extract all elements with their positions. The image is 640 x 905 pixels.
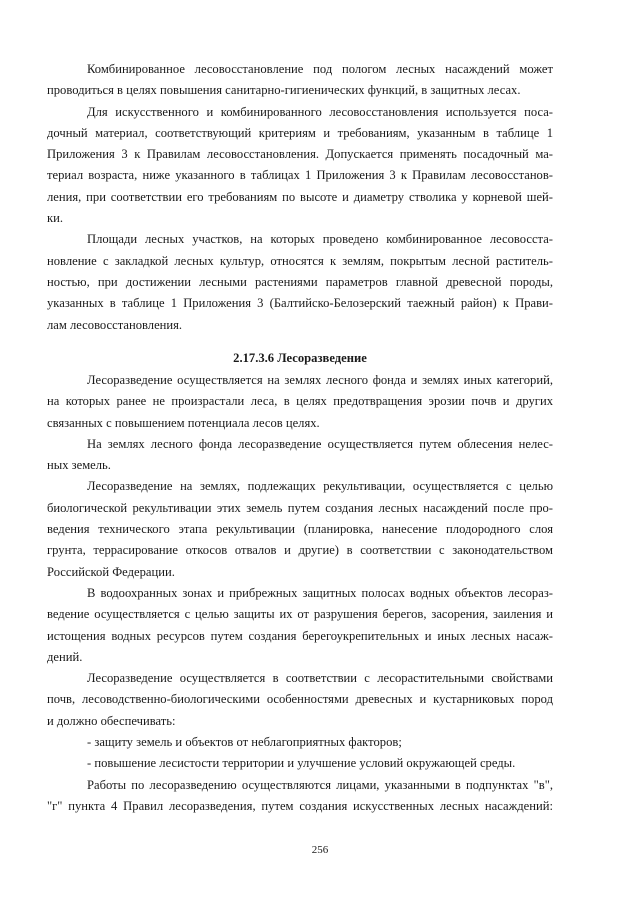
text-line: дений. (47, 649, 83, 664)
text-line: Российской Федерации. (47, 564, 175, 579)
text-line: ведения технического этапа рекультивации (планировка, нанесение плодородного слоя (47, 522, 553, 537)
text-line: биологической рекультивации этих земель путем создания лесных насаждений после про- (47, 500, 553, 515)
text-line: новление с закладкой лесных культур, относятся к землям, покрытым лесной раститель- (47, 253, 553, 268)
paragraph-combined-reforestation (47, 59, 553, 102)
section-heading: 2.17.3.6 Лесоразведение (233, 351, 367, 365)
paragraph-water-protection-zones (47, 583, 553, 668)
text-line: и должно обеспечивать: (47, 713, 176, 728)
paragraph-recultivation (47, 476, 553, 582)
paragraph-forest-fund-lands (47, 434, 553, 477)
text-line: На землях лесного фонда лесоразведение осуществляется путем облесения нелес- (87, 436, 553, 451)
paragraph-forest-plots (47, 229, 553, 335)
text-line: Приложения 3 к Правилам лесовосстановления. Допускается применять посадочный ма- (47, 147, 553, 162)
text-line: - повышение лесистости территории и улучшение условий окружающей среды. (87, 756, 516, 771)
text-block-top (47, 59, 553, 336)
text-line: - защиту земель и объектов от неблагоприятных факторов; (87, 735, 402, 750)
text-line: териал возраста, ниже указанного в таблицах 1 Приложения 3 к Правилам лесовосстанов- (47, 168, 553, 183)
text-line: Для искусственного и комбинированного лесовосстановления используется поса- (87, 104, 553, 119)
text-line: Лесоразведение осуществляется в соответствии с лесорастительными свойствами (87, 671, 553, 686)
text-line: дочный материал, соответствующий критериям и требованиям, указанным в таблице 1 (47, 125, 553, 140)
text-line: Площади лесных участков, на которых проведено комбинированное лесовосста- (87, 232, 553, 247)
text-block-bottom (47, 370, 553, 817)
text-line: "г" пункта 4 Правил лесоразведения, путем создания искусственных лесных насаждений: (47, 798, 553, 813)
text-line: Работы по лесоразведению осуществляются лицами, указанными в подпунктах "в", (87, 777, 553, 792)
paragraph-soil-properties (47, 668, 553, 732)
text-line: истощения водных ресурсов путем создания берегоукрепительных и иных лесных насаж- (47, 628, 553, 643)
text-line: проводиться в целях повышения санитарно-гигиенических функций, в защитных лесах. (47, 83, 521, 98)
text-line: ностью, при достижении лесными растениями параметров главной древесной породы, (47, 274, 553, 289)
text-line: Комбинированное лесовосстановление под пологом лесных насаждений может (87, 62, 553, 76)
page-number: 256 (311, 844, 329, 856)
paragraph-afforestation-lands (47, 370, 553, 434)
text-line: почв, лесоводственно-биологическими особенностями древесных и кустарниковых пород (47, 692, 553, 707)
text-line: ления, при соответствии его требованиям по высоте и диаметру стволика у корневой шей- (47, 189, 553, 204)
text-line: грунта, террасирование откосов отвалов и другие) в соответствии с законодательством (47, 543, 553, 558)
text-line: В водоохранных зонах и прибрежных защитных полосах водных объектов лесораз- (87, 585, 553, 600)
text-line: указанных в таблице 1 Приложения 3 (Балтийско-Белозерский таежный район) к Прави- (47, 296, 553, 311)
text-line: ных земель. (47, 458, 111, 473)
paragraph-planting-material (47, 102, 553, 230)
text-line: Лесоразведение на землях, подлежащих рекультивации, осуществляется с целью (87, 479, 553, 494)
text-line: на которых ранее не произрастали леса, в целях предотвращения эрозии почв и других (47, 394, 553, 409)
text-line: лам лесовосстановления. (47, 317, 183, 332)
list-item-land-protection (47, 732, 553, 753)
paragraph-afforestation-works (47, 775, 553, 818)
text-line: связанных с повышением потенциала лесов целях. (47, 415, 320, 430)
text-line: ки. (47, 211, 64, 226)
text-line: Лесоразведение осуществляется на землях лесного фонда и землях иных категорий, (87, 373, 553, 387)
list-item-forest-cover (47, 753, 553, 774)
text-line: ведение осуществляется с целью защиты их от разрушения берегов, засорения, заиления и (47, 607, 553, 622)
